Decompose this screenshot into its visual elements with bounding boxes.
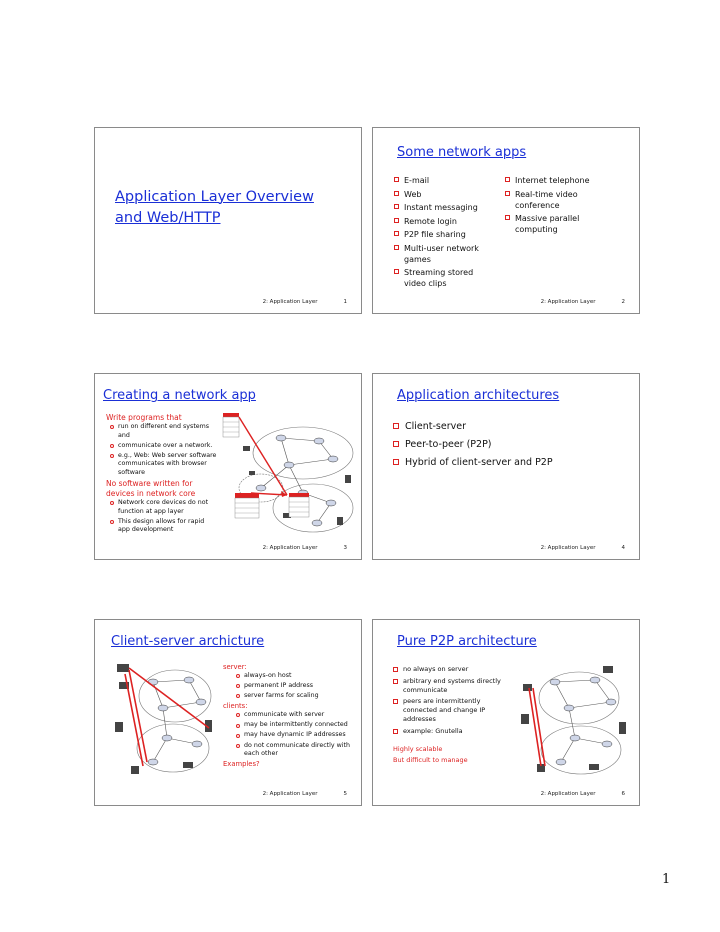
section-heading: server: (223, 663, 247, 671)
slide-footer: 2: Application Layer 3 (262, 545, 347, 551)
p2p-list (393, 665, 509, 736)
section-heading: Write programs that (106, 413, 182, 422)
slide-body (393, 665, 509, 766)
list-item: no always on server (393, 665, 509, 674)
list-item: Remote login (394, 216, 489, 227)
slide-title: Application architectures (397, 388, 560, 403)
list-item: Network core devices do not function at app layer (109, 499, 218, 516)
list-item: Instant messaging (394, 202, 489, 213)
slide-title: Pure P2P architecture (397, 634, 537, 649)
list-item: Web (394, 189, 489, 200)
list-item: do not communicate directly with each other (235, 742, 355, 759)
slide-footer: 2: Application Layer 5 (262, 791, 347, 797)
list-item: E-mail (394, 175, 489, 186)
list-item: arbitrary end systems directly communicate (393, 677, 509, 695)
list-item: example: Gnutella (393, 727, 509, 736)
protocol-stack-top (223, 413, 239, 437)
slide-3 (94, 373, 362, 560)
client-list (235, 711, 355, 758)
list-item: Internet telephone (505, 175, 605, 186)
p2p-diagram (519, 664, 631, 784)
list-item: peers are intermittently connected and change IP addresses (393, 697, 509, 724)
server-list (235, 672, 355, 701)
list-item: may be intermittently connected (235, 721, 355, 730)
sub-list (109, 499, 218, 535)
slide-footer: 2: Application Layer 4 (540, 545, 625, 551)
page-number: 1 (662, 872, 671, 887)
note-scalable: Highly scalable (393, 744, 443, 753)
slide-title: Client-server archicture (111, 634, 265, 649)
slide-2 (372, 127, 640, 314)
list-item: run on different end systems and (109, 423, 218, 440)
list-item: permanent IP address (235, 682, 355, 691)
list-item: Client-server (393, 420, 623, 433)
slide-4 (372, 373, 640, 560)
slide-title: Application Layer Overview and Web/HTTP (115, 189, 314, 226)
slide-title: Some network apps (397, 145, 527, 160)
sub-list (109, 423, 218, 478)
list-item: Massive parallel computing (505, 213, 605, 235)
slide-title: Creating a network app (103, 388, 256, 403)
list-item: e.g., Web: Web server software communicates with browser software (109, 452, 218, 478)
protocol-stack-bottom-right (289, 493, 309, 517)
slide-body (106, 413, 218, 536)
slide-5 (94, 619, 362, 806)
slide-body (223, 663, 355, 769)
list-item: server farms for scaling (235, 692, 355, 701)
list-item: Real-time video conference (505, 189, 605, 211)
list-item: communicate with server (235, 711, 355, 720)
list-item: always-on host (235, 672, 355, 681)
slide-footer: 2: Application Layer 1 (262, 299, 347, 305)
list-item: This design allows for rapid app development (109, 518, 218, 535)
list-item: Hybrid of client-server and P2P (393, 456, 623, 469)
network-diagram (221, 413, 357, 543)
apps-list-col1 (394, 175, 489, 292)
protocol-stack-bottom-left (235, 493, 259, 518)
slide-1 (94, 127, 362, 314)
list-item: Peer-to-peer (P2P) (393, 438, 623, 451)
client-server-diagram (113, 662, 215, 782)
list-item: Multi-user network games (394, 243, 489, 265)
slide-footer: 2: Application Layer 2 (540, 299, 625, 305)
list-item: P2P file sharing (394, 229, 489, 240)
slide-footer: 2: Application Layer 6 (540, 791, 625, 797)
slide-6 (372, 619, 640, 806)
architecture-list (393, 420, 623, 474)
note-manage: But difficult to manage (393, 755, 468, 764)
apps-list-col2 (505, 175, 605, 238)
list-item: Streaming stored video clips (394, 267, 489, 289)
section-heading: No software written for devices in network core (106, 479, 196, 499)
examples-label: Examples? (223, 760, 260, 769)
list-item: communicate over a network. (109, 442, 218, 451)
section-heading: clients: (223, 702, 248, 711)
list-item: may have dynamic IP addresses (235, 731, 355, 740)
